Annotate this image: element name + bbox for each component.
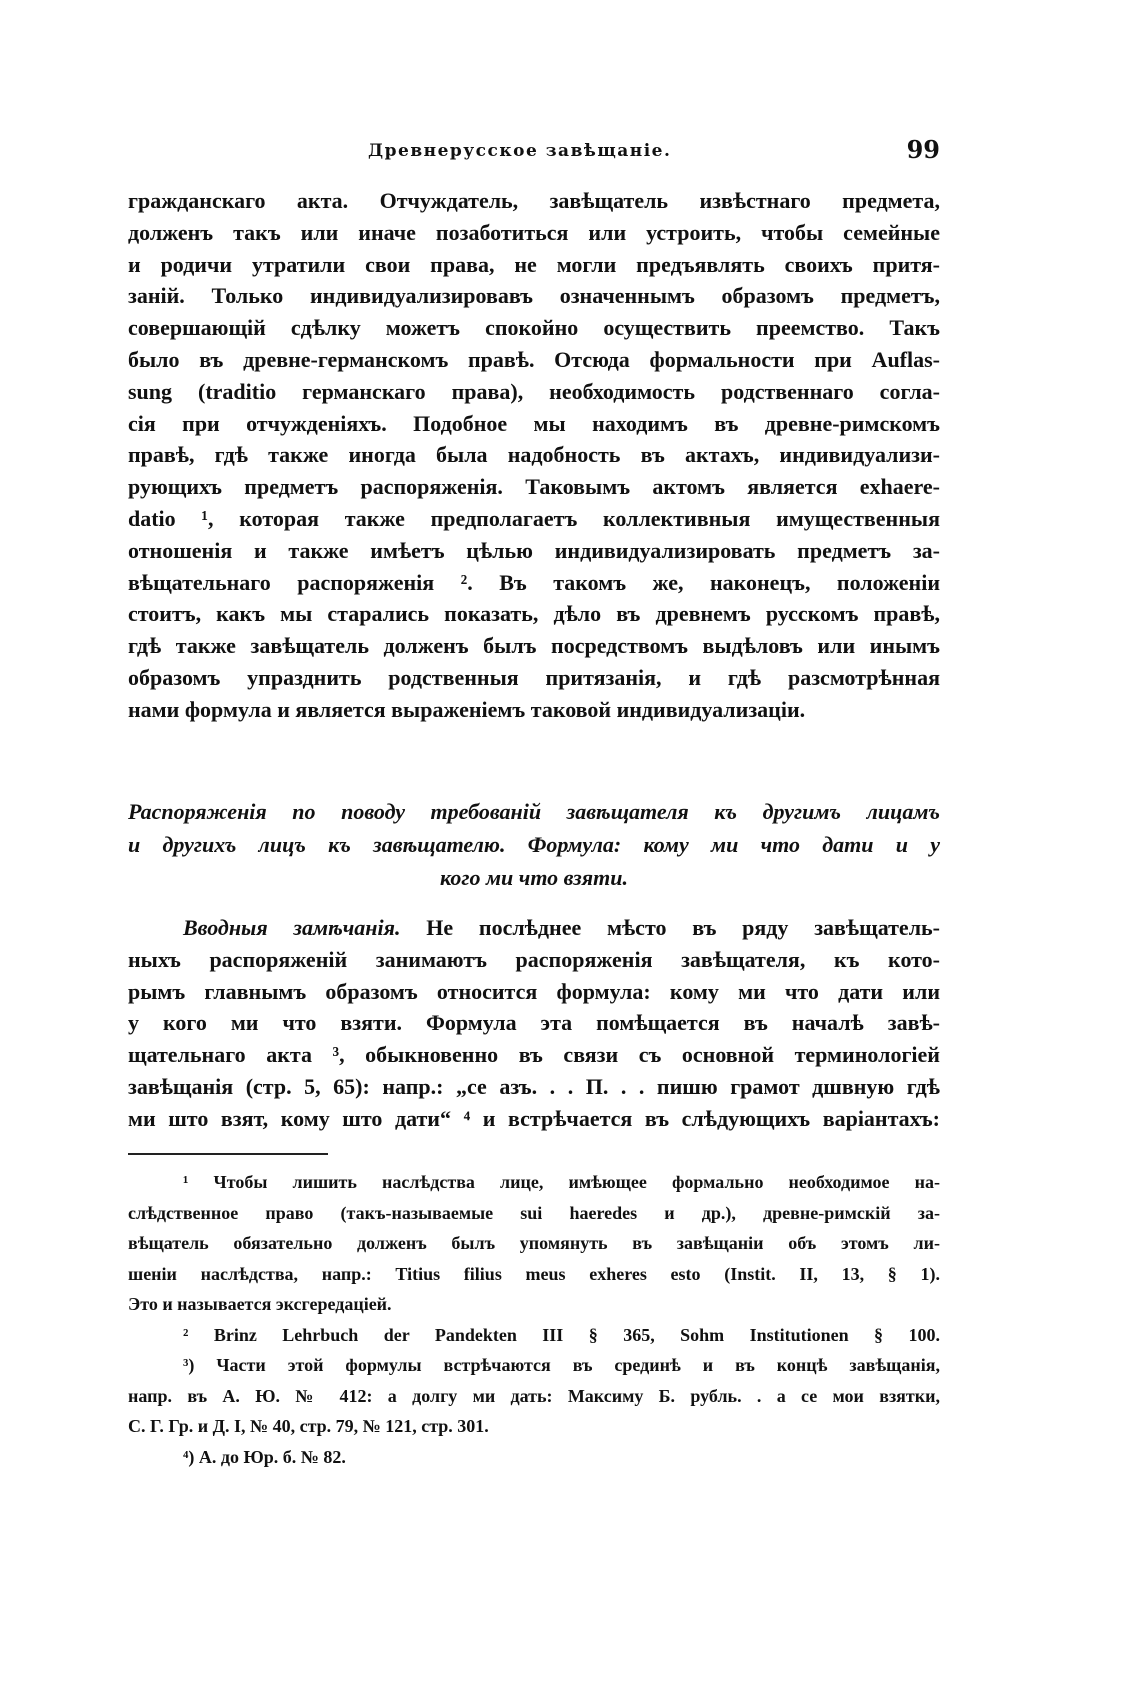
section-heading <box>128 795 940 894</box>
text-line: сія при отчужденіяхъ. Подобное мы находимъ въ древне-римскомъ <box>128 410 940 436</box>
text-line: вѣщательнаго распоряженія ². Въ такомъ же, наконецъ, положеніи <box>128 569 940 595</box>
paragraph-1 <box>128 185 940 726</box>
paragraph-2 <box>128 912 940 1135</box>
paragraph-lead: Вводныя замѣчанія. <box>183 915 401 940</box>
text-line: ми што взят, кому што дати“ ⁴ и встрѣчается въ слѣдующихъ варіантахъ: <box>128 1105 940 1131</box>
footnote-line: напр. въ А. Ю. № 412: а долгу ми дать: Максиму Б. рубль. . а се мои взятки, <box>128 1385 940 1406</box>
footnote-line: слѣдственное право (такъ-называемые sui haeredes и др.), древне-римскій за- <box>128 1202 940 1223</box>
running-title: Древнерусское завѣщаніе. <box>368 141 672 161</box>
footnote-line: ⁴) А. до Юр. б. № 82. <box>183 1446 346 1467</box>
footnote-line: С. Г. Гр. и Д. I, № 40, стр. 79, № 121, стр. 301. <box>128 1416 489 1436</box>
text-line: завѣщанія (стр. 5, 65): напр.: „се азъ. . . П. . . пишю грамот дшвную гдѣ <box>128 1073 940 1099</box>
text-line: совершающій сдѣлку можетъ спокойно осуществить преемство. Такъ <box>128 315 940 341</box>
footnote-line: шеніи наслѣдства, напр.: Titius filius meus exheres esto (Instit. II, 13, § 1). <box>128 1263 940 1284</box>
text-line <box>128 912 940 944</box>
footnote-line: ² Brinz Lehrbuch der Pandekten III § 365, Sohm Institutionen § 100. <box>183 1324 940 1345</box>
page-number: 99 <box>906 135 940 164</box>
text-line: заній. Только индивидуализировавъ означеннымъ образомъ предметъ, <box>128 283 940 309</box>
text-line: и родичи утратили свои права, не могли предъявлять своихъ притя- <box>128 251 940 277</box>
text-line: рующихъ предметъ распоряженія. Таковымъ актомъ является exhaere- <box>128 474 940 500</box>
heading-line: и другихъ лицъ къ завѣщателю. Формула: кому ми что дати и у <box>128 832 940 857</box>
text-line: гражданскаго акта. Отчуждатель, завѣщатель извѣстнаго предмета, <box>128 188 940 213</box>
footnote-line: ³) Части этой формулы встрѣчаются въ срединѣ и въ концѣ завѣщанія, <box>183 1355 940 1375</box>
footnote-line: ¹ Чтобы лишить наслѣдства лице, имѣющее формально необходимое на- <box>183 1172 940 1192</box>
running-head <box>128 135 940 175</box>
text-line: гдѣ также завѣщатель долженъ былъ посредствомъ выдѣловъ или инымъ <box>128 633 940 659</box>
text-line: стоитъ, какъ мы старались показать, дѣло въ древнемъ русскомъ правѣ, <box>128 601 940 627</box>
text-line: образомъ упразднить родственныя притязанія, и гдѣ разсмотрѣнная <box>128 664 940 690</box>
text-line: у кого ми что взяти. Формула эта помѣщается въ началѣ завѣ- <box>128 1010 940 1036</box>
text-line: правѣ, гдѣ также иногда была надобность въ актахъ, индивидуализи- <box>128 442 940 468</box>
text-line: нами формула и является выраженіемъ таковой индивидуализаціи. <box>128 696 806 722</box>
footnote-line: вѣщатель обязательно долженъ былъ упомянуть въ завѣщаніи объ этомъ ли- <box>128 1233 940 1253</box>
text-line: щательнаго акта ³, обыкновенно въ связи съ основной терминологіей <box>128 1042 940 1068</box>
text-line: datio ¹, которая также предполагаетъ коллективныя имущественныя <box>128 505 940 531</box>
footnote-divider <box>128 1153 328 1155</box>
heading-line: Распоряженія по поводу требованій завѣщателя къ другимъ лицамъ <box>128 799 940 824</box>
paragraph-first-line: Не послѣднее мѣсто въ ряду завѣщатель- <box>426 915 941 940</box>
footnote-line: Это и называется эксгередаціей. <box>128 1294 392 1314</box>
text-line: рымъ главнымъ образомъ относится формула: кому ми что дати или <box>128 978 940 1004</box>
footnotes <box>128 1167 940 1472</box>
text-line: отношенія и также имѣетъ цѣлью индивидуализировать предметъ за- <box>128 537 940 563</box>
heading-line: кого ми что взяти. <box>440 865 628 890</box>
text-line: долженъ такъ или иначе позаботиться или устроить, чтобы семейные <box>128 219 940 245</box>
text-line: было въ древне-германскомъ правѣ. Отсюда формальности при Auflas- <box>128 346 940 372</box>
text-line: ныхъ распоряженій занимаютъ распоряженія завѣщателя, къ кото- <box>128 946 940 972</box>
text-line: sung (traditio германскаго права), необходимость родственнаго согла- <box>128 378 940 404</box>
